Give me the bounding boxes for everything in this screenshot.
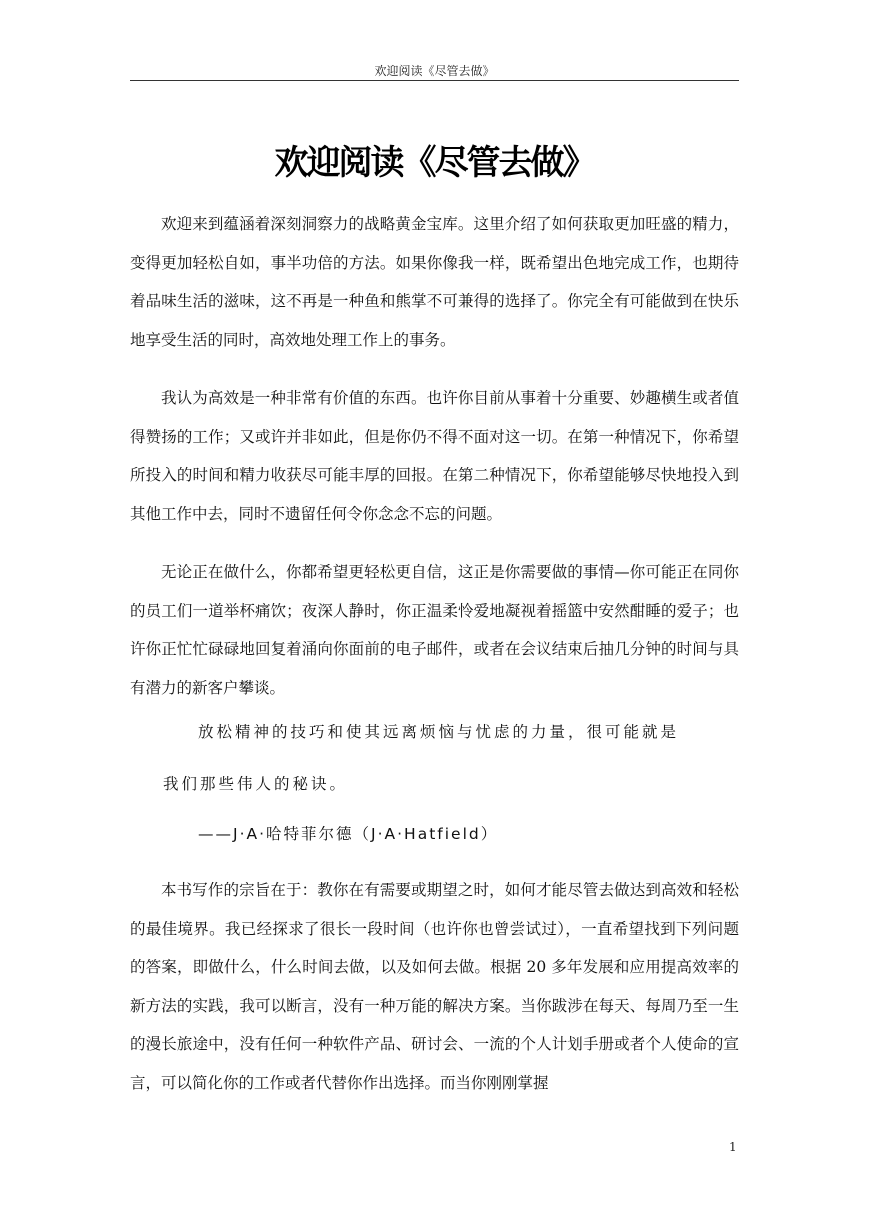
quote-line-1: 放松精神的技巧和使其远离烦恼与忧虑的力量，很可能就是	[198, 723, 680, 741]
paragraph-4: 本书写作的宗旨在于：教你在有需要或期望之时，如何才能尽管去做达到高效和轻松的最佳境界。我已经探求了很长一段时间（也许你也曾尝试过），一直希望找到下列问题的答案，即做什么，什么时间去做，以及如何去做。根据 20 多年发展和应用提高效率的新方法的实践，我可以断言，没有一种万能的解决方案。当你跋涉在每天、每周乃至一生的漫长旅途中，没有任何一种软件产品、研讨会、一流的个人计划手册或者个人使命的宣言，可以简化你的工作或者代替你作出选择。而当你刚刚掌握	[130, 881, 739, 1092]
running-header: 欢迎阅读《尽管去做》	[374, 64, 495, 78]
paragraph-2: 我认为高效是一种非常有价值的东西。也许你目前从事着十分重要、妙趣横生或者值得赞扬的工作；又或许并非如此，但是你仍不得不面对这一切。在第一种情况下，你希望所投入的时间和精力收获尽可能丰厚的回报。在第二种情况下，你希望能够尽快地投入到其他工作中去，同时不遗留任何令你念念不忘的问题。	[130, 389, 739, 523]
quote-line-2: 我们那些伟人的秘诀。	[163, 775, 349, 793]
block-quote	[130, 717, 739, 849]
paragraph-3: 无论正在做什么，你都希望更轻松更自信，这正是你需要做的事情—你可能正在同你的员工们一道举杯痛饮；夜深人静时，你正温柔怜爱地凝视着摇篮中安然酣睡的爱子；也许你正忙忙碌碌地回复着涌向你面前的电子邮件，或者在会议结束后抽几分钟的时间与具有潜力的新客户攀谈。	[130, 563, 739, 697]
quote-attribution: ——J·A·哈特菲尔德（J·A·Hatfield）	[198, 825, 499, 843]
page-number: 1	[729, 1140, 737, 1154]
header-divider	[130, 80, 739, 81]
document-body	[130, 205, 739, 1102]
document-title: 欢迎阅读《尽管去做》	[274, 142, 595, 183]
paragraph-1: 欢迎来到蕴涵着深刻洞察力的战略黄金宝库。这里介绍了如何获取更加旺盛的精力，变得更加轻松自如，事半功倍的方法。如果你像我一样，既希望出色地完成工作，也期待着品味生活的滋味，这不再是一种鱼和熊掌不可兼得的选择了。你完全有可能做到在快乐地享受生活的同时，高效地处理工作上的事务。	[130, 215, 739, 349]
